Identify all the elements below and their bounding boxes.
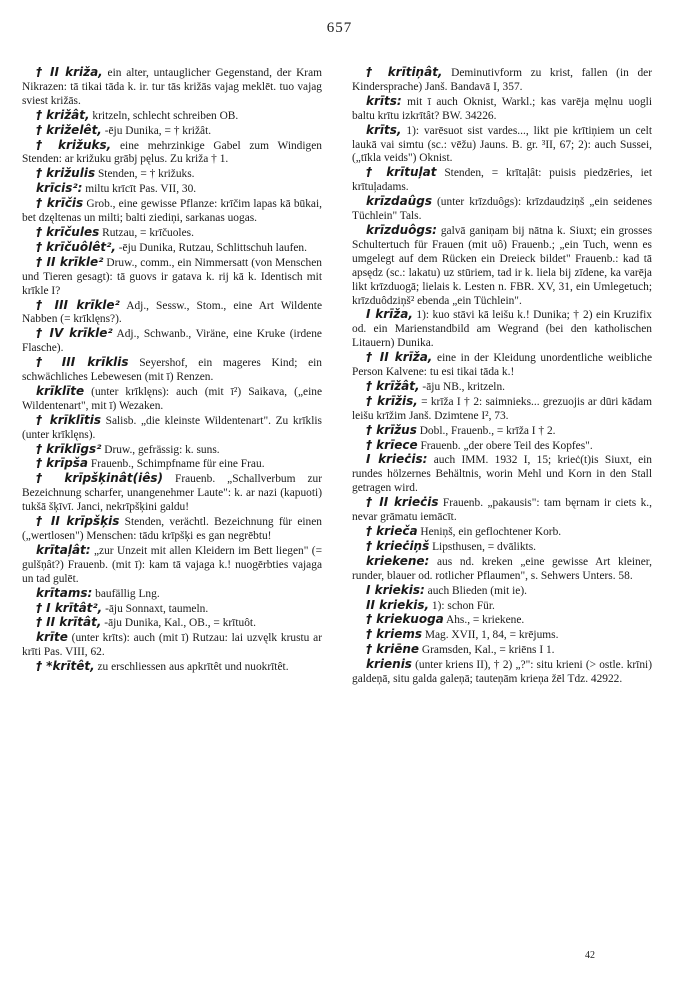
entry-headword: † kriems (366, 627, 422, 642)
entry-headword: I kriekis: (366, 582, 425, 597)
entry-text: eine mehrzinkige Gabel zum Windigen Stenden: ar križuku grābj pęlus. Zu križa † 1. (22, 139, 322, 166)
entry-headword: † krīčules (36, 224, 100, 239)
entry-headword: † krīžis, (366, 393, 418, 408)
entry-text: Salisb. „die kleinste Wildentenart". Zu krīklis (unter krīklęns). (22, 414, 322, 441)
dictionary-entry (22, 660, 322, 675)
entry-text: Stenden, = † križuks. (95, 168, 195, 181)
entry-text: miltu krīcīt Pas. VII, 30. (82, 183, 197, 196)
entry-headword: † krīklīgs² (36, 441, 102, 456)
dictionary-entry (352, 496, 652, 525)
entry-text: Mag. XVII, 1, 84, = krējums. (421, 629, 559, 642)
entry-text: Deminutivform zu krist, fallen (in der Kindersprache) Janš. Bandavā I, 357. (352, 67, 652, 93)
entry-headword: krītaļât: (36, 542, 91, 557)
entry-headword: † krieċiņš (366, 538, 430, 553)
entry-text: Ahs., = kriekene. (443, 614, 525, 627)
entry-headword: † I krītât², (36, 600, 103, 615)
dictionary-entry (352, 308, 652, 351)
entry-text: Gramsden, Kal., = kriēns I 1. (419, 644, 555, 657)
entry-headword: † križelêt, (36, 122, 102, 137)
entry-text: = krīža I † 2: saimnieks... grezuojis ar dūri kādam leišu krīžim Janš. Dzimtene I², 73. (352, 395, 652, 422)
entry-text: -āju NB., kritzeln. (419, 380, 505, 393)
entry-text: Frauenb., Schimpfname für eine Frau. (88, 458, 265, 471)
dictionary-entry (352, 395, 652, 424)
entry-headword: † krīpšķinât(iês) (36, 471, 164, 486)
entry-text: Rutzau, = krīčuoles. (99, 226, 194, 239)
entry-text: Dobl., Frauenb., = krīža I † 2. (416, 424, 556, 437)
entry-text: galvā ganiņam bij nātna k. Siuxt; ein grosses Schultertuch für Frauen (mit uô) Frauenb.; „ein Tuch, wenn es umgelegt auf dem Rücken ein Dreieck bildet" Frauenb.: kad tā apsędz (sc.: lakatu) uz stūriem, tad ir k. liela bij zīdene, ka varēja likt krīzduogā; lielais k. Lesten n. FBR. XV, 31, ein Umlegetuch; krīzduôdziņš² ebenda „ein Tüchlein". (352, 224, 652, 307)
entry-headword: † *krītêt, (36, 659, 95, 674)
entry-headword: † krītiņât, (366, 65, 443, 79)
dictionary-entry (352, 555, 652, 584)
entry-text: (unter krīzduôgs): krīzdaudziņš „ein seidenes Tüchlein" Tals. (352, 196, 652, 223)
entry-text: (unter krīts): auch (mit ī) Rutzau: lai uzvęlk krustu ar krīti Pas. VIII, 62. (22, 632, 322, 659)
dictionary-entry (22, 167, 322, 182)
entry-headword: † krīžus (366, 422, 417, 437)
entry-headword: † krīčuôlêt², (36, 239, 116, 254)
entry-text: „zur Unzeit mit allen Kleidern im Bett liegen" (= gulšņât?) Frauenb. (mit ī): kam tā vajaga k.! nuogērbties vajaga un tad gulēt. (22, 544, 322, 585)
dictionary-entry (22, 327, 322, 356)
dictionary-entry (22, 385, 322, 414)
entry-headword: † II križa, (36, 65, 103, 79)
dictionary-entry (22, 182, 322, 197)
entry-headword: † krīčis (36, 196, 84, 211)
dictionary-entry (22, 197, 322, 226)
dictionary-entry (22, 139, 322, 168)
entry-text: Heniņš, ein geflochtener Korb. (417, 526, 562, 538)
dictionary-entry (22, 457, 322, 472)
dictionary-entry (22, 66, 322, 109)
dictionary-entry (22, 587, 322, 602)
entry-text: Adj., Sessw., Stom., eine Art Wildente Nabben (= krīklęns?). (22, 299, 323, 326)
entry-headword: † krīžât, (366, 378, 420, 393)
dictionary-entry (352, 439, 652, 454)
entry-headword: † križulis (36, 166, 96, 181)
dictionary-entry (352, 453, 652, 496)
entry-headword: † II krītât, (36, 615, 102, 630)
dictionary-entry (22, 544, 322, 587)
entry-headword: † III krīkle² (36, 297, 120, 312)
dictionary-entry (352, 351, 652, 380)
dictionary-entry (352, 643, 652, 658)
entry-text: -āju Dunika, Kal., OB., = krītuôt. (101, 617, 256, 630)
entry-text: Frauenb. „der obere Teil des Kopfes". (417, 439, 593, 452)
entry-headword: † II krīža, (366, 350, 433, 365)
entry-text: 1): varēsuot sist vardes..., likt pie krītiņiem un celt laukā vai simtu (sc.: vēžu) Jauns. B. gr. ³II, 67; 2): auch Sussei, („tīkla veids") Oknist. (352, 124, 652, 165)
dictionary-entry (352, 66, 652, 95)
entry-headword: II kriekis, (366, 597, 430, 612)
entry-headword: † IV krīkle² (36, 326, 113, 341)
entry-headword: † II krīkle² (36, 254, 104, 269)
dictionary-entry (352, 380, 652, 395)
entry-text: 1): kuo stāvi kā leišu k.! Dunika; † 2) ein Kruzifix od. ein Marienstandbild am Wegrand (bei den katholischen Litauern) Dunika. (352, 309, 652, 350)
entry-headword: † III krīklis (36, 355, 129, 370)
entry-headword: krīzdaûgs (366, 194, 432, 209)
entry-headword: I krieċis: (366, 452, 428, 467)
entry-text: Druw., comm., ein Nimmersatt (von Menschen und Tieren gesagt): tā guovs ir gatava k. rij kā k. Identisch mit krīkle I? (22, 256, 322, 297)
dictionary-entry (352, 658, 652, 687)
dictionary-entry (22, 256, 322, 299)
entry-headword: krīklīte (36, 383, 85, 398)
entry-headword: krītams: (36, 585, 93, 600)
entry-headword: krīts: (366, 93, 402, 108)
dictionary-entry (22, 109, 322, 124)
dictionary-entry (22, 226, 322, 241)
dictionary-entry (22, 631, 322, 660)
entry-headword: † križuks, (36, 137, 112, 152)
entry-text: baufällig Lng. (92, 587, 160, 600)
entry-text: Druw., gefrässig: k. suns. (101, 443, 220, 456)
entry-text: Stenden, = krītaļât: puisis piedzēries, iet krītuļadams. (352, 167, 653, 194)
entry-headword: † krīpša (36, 456, 89, 471)
right-column (352, 66, 652, 687)
entry-headword: kriekene: (366, 553, 430, 568)
entry-text: (unter krīklęns): auch (mit ī²) Saikava, („eine Wildentenart", mit ī) Wezaken. (22, 385, 322, 412)
dictionary-entry (22, 124, 322, 139)
dictionary-entry (352, 584, 652, 599)
dictionary-entry (22, 356, 322, 385)
entry-text: ein alter, untauglicher Gegenstand, der Kram Nikrazen: tā tikai tāda k. ir. tur tās križās vajag meklēt. tuo vajag sviest križās. (22, 67, 323, 107)
entry-text: eine in der Kleidung unordentliche weibliche Person Kalvene: tu esi tikai tāda k.! (352, 352, 652, 379)
entry-text: Frauenb. „Schallverbum zur Bezeichnung scharfer, unangenehmer Laute": k. ar nazi (kapuoti) tukšā šķīvī. Janci, nekrīpšķini galdu! (22, 473, 322, 514)
dictionary-entry (352, 599, 652, 614)
dictionary-entry (352, 613, 652, 628)
entry-text: -ēju Dunika, = † križât. (101, 124, 212, 137)
dictionary-entry (352, 628, 652, 643)
entry-headword: † II krīpšķis (36, 514, 120, 529)
page-number: 657 (326, 20, 353, 36)
dictionary-entry (22, 299, 322, 328)
entry-headword: I krīža, (366, 307, 413, 322)
dictionary-entry (22, 515, 322, 544)
dictionary-entry (352, 224, 652, 308)
entry-text: Seyershof, ein mageres Kind; ein schwächliches Lebewesen (mit ī) Renzen. (22, 357, 322, 384)
entry-text: -āju Sonnaxt, taumeln. (102, 602, 209, 615)
dictionary-entry (22, 602, 322, 617)
entry-headword: † kriēne (366, 642, 420, 657)
entry-text: Stenden, verächtl. Bezeichnung für einen („wertlosen") Menschen: tādu krīpšķi es gan negrēbtu! (22, 516, 322, 542)
entry-text: zu erschliessen aus apkrītêt und nuokrītêt. (94, 661, 289, 674)
dictionary-entry (352, 424, 652, 439)
dictionary-entry (352, 95, 652, 124)
dictionary-entry (352, 540, 652, 555)
dictionary-entry (352, 525, 652, 540)
dictionary-entry (352, 124, 652, 167)
dictionary-entry (352, 166, 652, 195)
entry-headword: krīcis²: (36, 181, 83, 196)
dictionary-entry (22, 241, 322, 256)
dictionary-entry (352, 195, 652, 224)
entry-text: auch IMM. 1932 I, 15; krieċ(t)is Siuxt, ein rundes hölzernes Behältnis, worin Mehl und Korn in den Stall getragen wird. (352, 454, 652, 495)
entry-text: -ēju Dunika, Rutzau, Schlittschuh laufen. (115, 241, 307, 254)
entry-text: Adj., Schwanb., Viräne, eine Kruke (irdene Flasche). (22, 328, 322, 355)
entry-headword: † krīece (366, 437, 418, 452)
entry-headword: krīzduôgs: (366, 222, 437, 237)
entry-headword: † križât, (36, 107, 90, 122)
entry-text: Frauenb. „pakausis": tam bęrnam ir ciets k., nevar grāmatu iemācīt. (352, 497, 652, 524)
entry-text: Grob., eine gewisse Pflanze: krīčim lapas kā būkai, bet dzęltenas un milti; balti ziediņi, sarkanas uogas. (22, 198, 322, 225)
footer-number: 42 (585, 950, 595, 961)
entry-headword: † krīklītis (36, 412, 101, 427)
entry-text: kritzeln, schlecht schreiben OB. (89, 109, 239, 122)
dictionary-entry (22, 472, 322, 515)
entry-text: aus nd. kreken „eine gewisse Art kleiner, runder, blauer od. rotlicher Pflaumen", s. Sehwers Unters. 58. (352, 555, 652, 582)
dictionary-entry (22, 443, 322, 458)
dictionary-entry (22, 414, 322, 443)
entry-headword: krīte (36, 630, 68, 645)
entry-headword: krienis (366, 657, 412, 672)
entry-text: auch Blieden (mit ie). (424, 584, 527, 597)
entry-text: mit ī auch Oknist, Warkl.; kas varēja męlnu uogli baltu krītu izkrītât? BW. 34226. (352, 95, 652, 122)
entry-headword: † krītuļat (366, 165, 437, 180)
dictionary-entry (22, 616, 322, 631)
left-column (22, 66, 322, 675)
entry-headword: † kriekuoga (366, 612, 444, 627)
entry-headword: † krieča (366, 524, 418, 538)
entry-headword: krīts, (366, 122, 402, 137)
entry-text: Lipsthusen, = dvālikts. (429, 540, 536, 553)
entry-text: (unter kriens II), † 2) „?": situ krieni (> ostle. krīni) galdeņā, situ galda galeņā; tauteņām krieņa žēl Tdz. 42922. (352, 659, 652, 686)
entry-headword: † II krieċis (366, 495, 439, 510)
entry-text: 1): schon Für. (429, 599, 495, 612)
